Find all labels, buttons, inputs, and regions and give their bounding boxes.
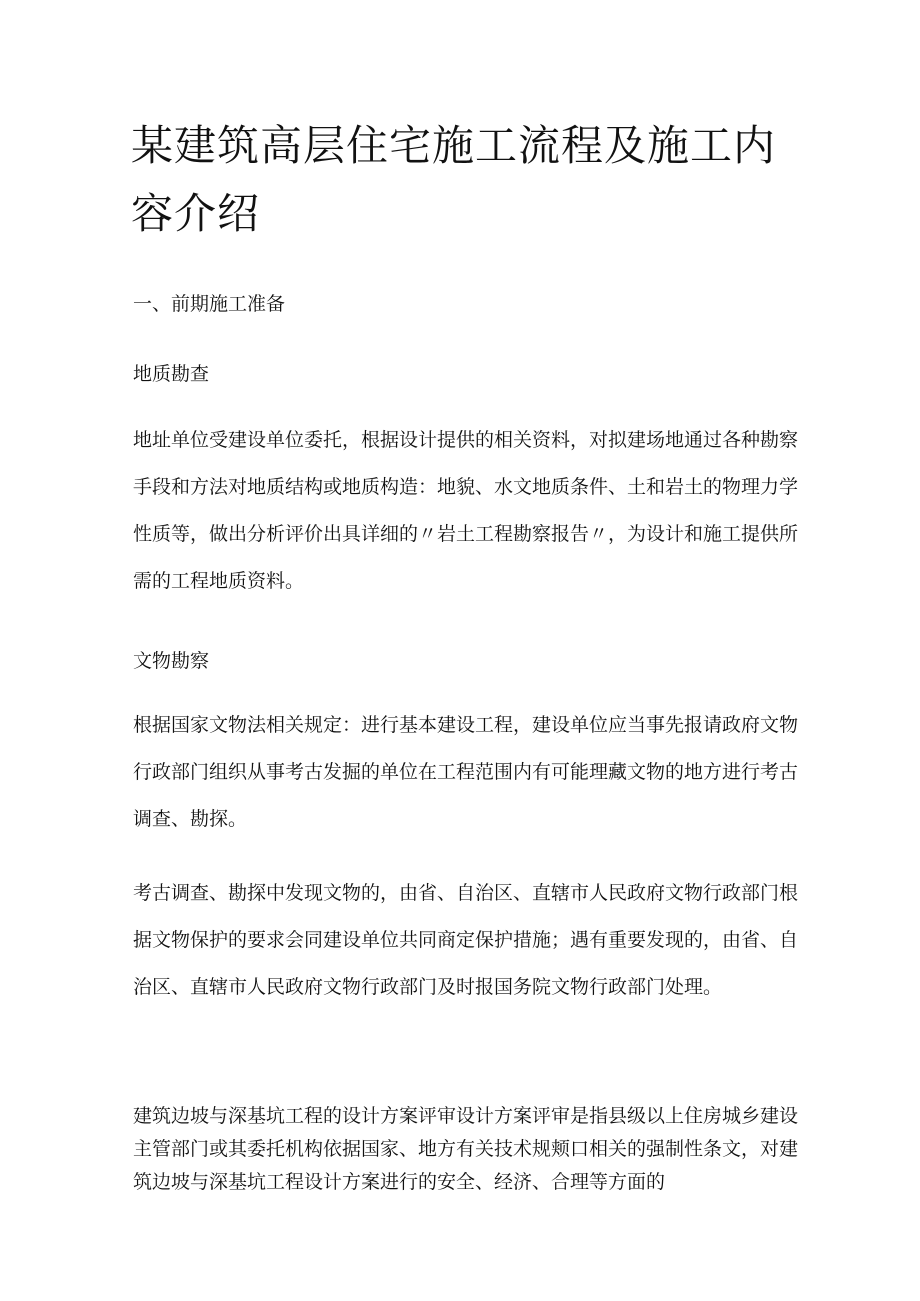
paragraph-geology: 地址单位受建设单位委托，根据设计提供的相关资料，对拟建场地通过各种勘察手段和方法对地质结构或地质构造：地貌、水文地质条件、土和岩土的物理力学性质等，做出分析评价出具详细的〃岩土工程勘察报告〃，为设计和施工提供所需的工程地质资料。: [133, 429, 799, 592]
document-title: 某建筑高层住宅施工流程及施工内容介绍: [131, 121, 777, 238]
paragraph-slope-review: 建筑边坡与深基坑工程的设计方案评审设计方案评审是指县级以上住房城乡建设主管部门或其委托机构依据国家、地方有关技术规颊口相关的强制性条文，对建筑边坡与深基坑工程设计方案进行的安全、经济、合理等方面的: [133, 1105, 799, 1193]
paragraph-relics-1: 根据国家文物法相关规定：进行基本建设工程，建设单位应当事先报请政府文物行政部门组织从事考古发掘的单位在工程范围内有可能理藏文物的地方进行考古调查、勘探。: [133, 714, 799, 830]
subheading-relics: 文物勘察: [133, 650, 210, 672]
subheading-geology: 地质勘查: [133, 363, 210, 385]
section-heading: 一、前期施工准备: [133, 293, 286, 315]
paragraph-relics-2: 考古调查、勘探中发现文物的，由省、自治区、直辖市人民政府文物行政部门根据文物保护的要求会同建设单位共同商定保护措施；遇有重要发现的，由省、自治区、直辖市人民政府文物行政部门及时报国务院文物行政部门处理。: [133, 882, 799, 998]
